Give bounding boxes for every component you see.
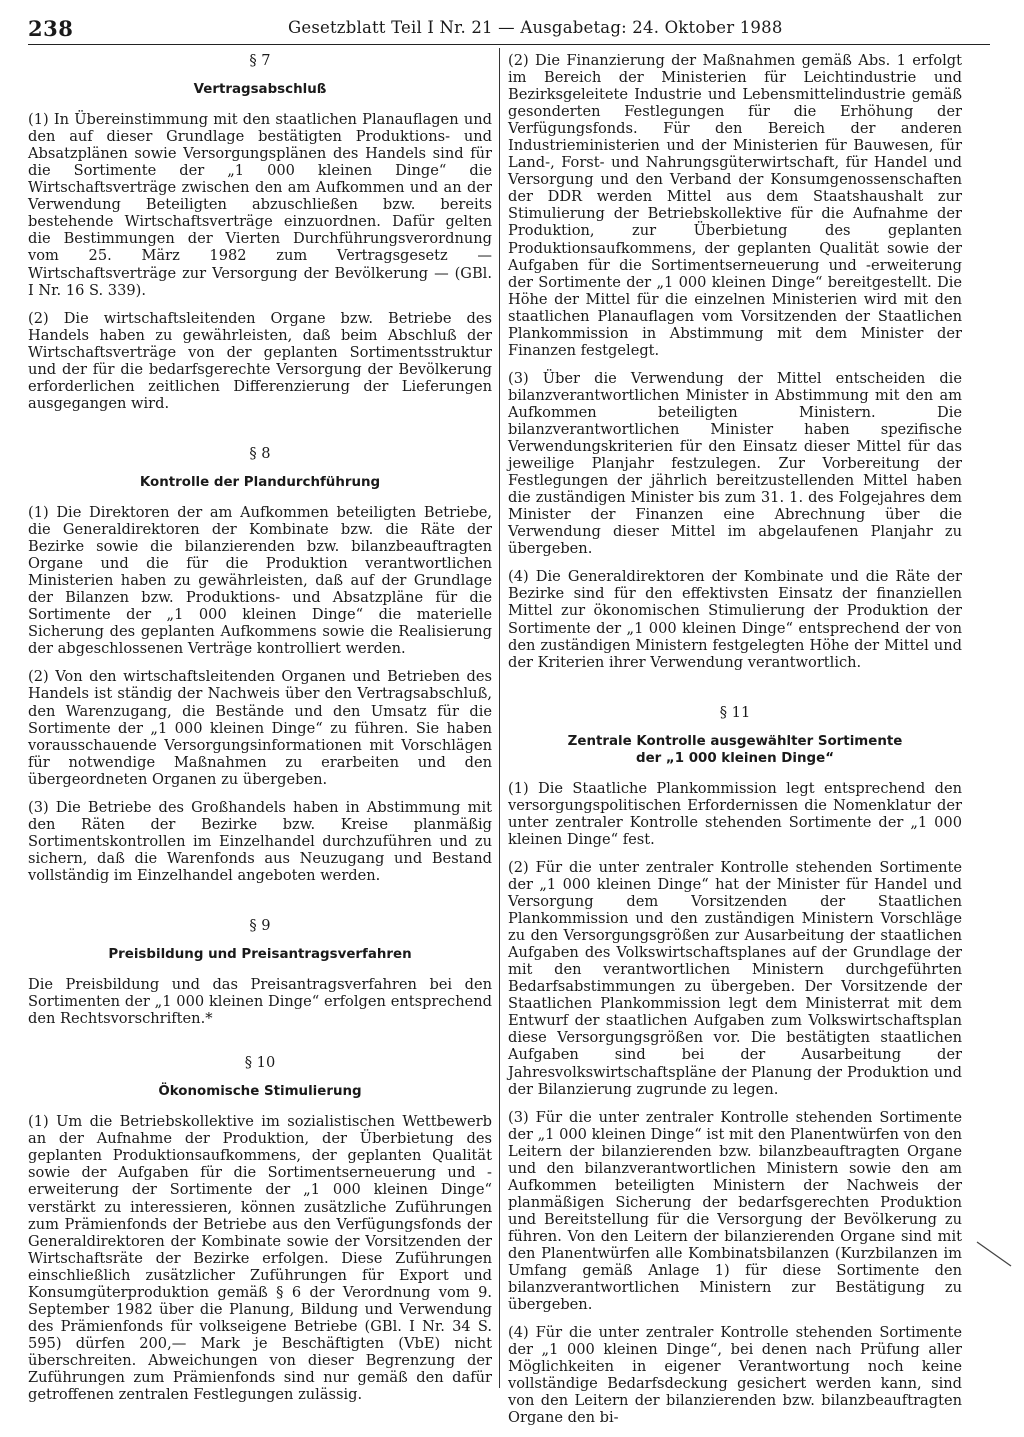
- right-column: [508, 52, 962, 1437]
- section-7-paragraph-1: (1) In Übereinstimmung mit den staatlichen Planauflagen und den auf dieser Grundlage bestätigten Produktions- und Absatzplänen sowie Versorgungsplänen des Handels sind für die Sortimente der „1 000 kleinen Dinge“ die Wirtschaftsverträge zwischen den am Aufkommen und an der Verwendung Beteiligten abzuschließen bzw. bereits bestehende Wirtschaftsverträge einzuordnen. Dafür gelten die Bestimmungen der Vierten Durchführungsverordnung vom 25. März 1982 zum Vertragsgesetz — Wirtschaftsverträge zur Versorgung der Bevölkerung — (GBl. I Nr. 16 S. 339).: [28, 111, 492, 299]
- section-7-paragraph-2: (2) Die wirtschaftsleitenden Organe bzw. Betriebe des Handels haben zu gewährleisten, daß beim Abschluß der Wirtschaftsverträge von der geplanten Sortimentsstruktur und der für die bedarfsgerechte Versorgung der Bevölkerung erforderlichen zeitlichen Differenzierung der Lieferungen ausgegangen wird.: [28, 309, 492, 412]
- section-11-number: § 11: [719, 703, 751, 721]
- section-10-title: Ökonomische Stimulierung: [158, 1084, 362, 1100]
- section-10-paragraph-2: (2) Die Finanzierung der Maßnahmen gemäß Abs. 1 erfolgt im Bereich der Ministerien für Leichtindustrie und Bezirksgeleitete Industrie und Lebensmittelindustrie gemäß gesonderten Festlegungen für die Erhöhung der Verfügungsfonds. Für den Bereich der anderen Industrieministerien und der Ministerien für Bauwesen, für Land-, Forst- und Nahrungsgüterwirtschaft, für Handel und Versorgung und den Verband der Konsumgenossenschaften der DDR werden Mittel aus dem Staatshaushalt zur Stimulierung der Betriebskollektive für die Aufnahme der Produktion, zur Überbietung des geplanten Produktionsaufkommens, der geplanten Qualität sowie der Aufgaben für die Sortimentserneuerung und -erweiterung der Sortimente der „1 000 kleinen Dinge“ bereitgestellt. Die Höhe der Mittel für die einzelnen Ministerien wird mit den staatlichen Planauflagen vom Vorsitzenden der Staatlichen Plankommission in Abstimmung mit dem Minister der Finanzen festgelegt.: [508, 52, 962, 359]
- section-10-paragraph-4: (4) Die Generaldirektoren der Kombinate und die Räte der Bezirke sind für den effektivsten Einsatz der finanziellen Mittel zur ökonomischen Stimulierung der Produktion der Sortimente der „1 000 kleinen Dinge“ entsprechend der von den zuständigen Ministern festgelegten Höhe der Mittel und der Kriterien ihrer Verwendung verantwortlich.: [508, 568, 962, 671]
- section-11-title-line-1: Zentrale Kontrolle ausgewählter Sortimente: [567, 733, 903, 749]
- section-10-paragraph-1: (1) Um die Betriebskollektive im sozialistischen Wettbewerb an der Aufnahme der Produktion, der Überbietung des geplanten Produktionsaufkommens, der geplanten Qualität sowie der Aufgaben für die Sortimentserneuerung und -erweiterung der Sortimente der „1 000 kleinen Dinge“ verstärkt zu interessieren, können zusätzliche Zuführungen zum Prämienfonds der Betriebe aus den Verfügungsfonds der Generaldirektoren der Kombinate sowie der Vorsitzenden der Wirtschaftsräte der Bezirke erfolgen. Diese Zuführungen einschließlich zusätzlicher Zuführungen für Export und Konsumgüterproduktion gemäß § 6 der Verordnung vom 9. September 1982 über die Planung, Bildung und Verwendung des Prämienfonds für volkseigene Betriebe (GBl. I Nr. 34 S. 595) dürfen 200,— Mark je Beschäftigten (VbE) nicht überschreiten. Abweichungen von dieser Begrenzung der Zuführungen zum Prämienfonds sind nur gemäß den dafür getroffenen zentralen Festlegungen zulässig.: [28, 1113, 492, 1404]
- page-number: 238: [28, 16, 74, 41]
- section-11-title-line-2: der „1 000 kleinen Dinge“: [635, 750, 834, 766]
- section-8-title: Kontrolle der Plandurchführung: [139, 474, 381, 490]
- section-9-number: § 9: [249, 916, 271, 934]
- margin-pen-mark-icon: [975, 1240, 1015, 1270]
- section-11-paragraph-2: (2) Für die unter zentraler Kontrolle stehenden Sortimente der „1 000 kleinen Dinge“ hat der Minister für Handel und Versorgung dem Vorsitzenden der Staatlichen Plankommission und den zuständigen Ministern Vorschläge zu den Versorgungsgrößen zur Ausarbeitung der staatlichen Aufgaben des Volkswirtschaftsplanes auf der Grundlage der mit den verantwortlichen Ministern durchgeführten Bedarfsabstimmungen zu übergeben. Der Vorsitzende der Staatlichen Plankommission legt dem Ministerrat mit dem Entwurf der staatlichen Aufgaben zum Volkswirtschaftsplan diese Versorgungsgrößen vor. Die bestätigten staatlichen Aufgaben sind bei der Ausarbeitung der Jahresvolkswirtschaftspläne der Planung der Produktion und der Bilanzierung zugrunde zu legen.: [508, 858, 962, 1098]
- section-11-paragraph-1: (1) Die Staatliche Plankommission legt entsprechend den versorgungspolitischen Erfordernissen die Nomenklatur der unter zentraler Kontrolle stehenden Sortimente der „1 000 kleinen Dinge“ fest.: [508, 779, 962, 848]
- section-9-title: Preisbildung und Preisantragsverfahren: [108, 947, 412, 963]
- page-header: [28, 14, 990, 45]
- section-8-paragraph-1: (1) Die Direktoren der am Aufkommen beteiligten Betriebe, die Generaldirektoren der Kombinate bzw. die Räte der Bezirke sowie die bilanzierenden bzw. bilanzbeauftragten Organe und die für die Produktion verantwortlichen Ministerien haben zu gewährleisten, daß auf der Grundlage der Bilanzen bzw. Produktions- und Absatzpläne für die Sortimente der „1 000 kleinen Dinge“ die materielle Sicherung des geplanten Aufkommens sowie die Realisierung der abgeschlossenen Verträge kontrolliert werden.: [28, 503, 492, 658]
- gazette-title: Gesetzblatt Teil I Nr. 21 — Ausgabetag: 24. Oktober 1988: [288, 18, 783, 37]
- section-7-number: § 7: [249, 52, 271, 69]
- section-10-paragraph-3: (3) Über die Verwendung der Mittel entscheiden die bilanzverantwortlichen Minister in Abstimmung mit den am Aufkommen beteiligten Ministern. Die bilanzverantwortlichen Minister haben spezifische Verwendungskriterien für den Einsatz dieser Mittel für das jeweilige Planjahr festzulegen. Zur Vorbereitung der Festlegungen der jährlich bereitzustellenden Mittel haben die zuständigen Minister bis zum 31. 1. des Folgejahres dem Minister der Finanzen eine Abrechnung über die Verwendung dieser Mittel im abgelaufenen Planjahr zu übergeben.: [508, 369, 962, 558]
- section-8-paragraph-2: (2) Von den wirtschaftsleitenden Organen und Betrieben des Handels ist ständig der Nachweis über den Vertragsabschluß, den Warenzugang, die Bestände und den Umsatz für die Sortimente der „1 000 kleinen Dinge“ zu führen. Sie haben vorausschauende Versorgungsinformationen mit Vorschlägen für notwendige Maßnahmen zu erarbeiten und den übergeordneten Organen zu übergeben.: [28, 668, 492, 788]
- section-11-title: [508, 733, 962, 767]
- section-10-number: § 10: [244, 1054, 276, 1072]
- section-9-paragraph-1: Die Preisbildung und das Preisantragsverfahren bei den Sortimenten der „1 000 kleinen Dinge“ erfolgen entsprechend den Rechtsvorschriften.*: [28, 976, 492, 1028]
- left-column: [28, 52, 492, 1414]
- section-11-paragraph-4: (4) Für die unter zentraler Kontrolle stehenden Sortimente der „1 000 kleinen Dinge“, bei denen nach Prüfung aller Möglichkeiten in eigener Verantwortung noch keine vollständige Bedarfsdeckung gesichert werden kann, sind von den Leitern der bilanzierenden bzw. bilanzbeauftragten Organe den bi-: [508, 1324, 962, 1427]
- section-8-paragraph-3: (3) Die Betriebe des Großhandels haben in Abstimmung mit den Räten der Bezirke bzw. Kreise planmäßig Sortimentskontrollen im Einzelhandel durchzuführen und zu sichern, daß die Warenfonds aus Neuzugang und Bestand vollständig im Einzelhandel angeboten werden.: [28, 798, 492, 884]
- section-11-paragraph-3: (3) Für die unter zentraler Kontrolle stehenden Sortimente der „1 000 kleinen Dinge“ ist mit den Planentwürfen von den Leitern der bilanzierenden bzw. bilanzbeauftragten Organe und den bilanzverantwortlichen Ministern sowie den am Aufkommen beteiligten Ministern der Nachweis der planmäßigen Sicherung der bedarfsgerechten Produktion und Bereitstellung für die Versorgung der Bevölkerung zu führen. Von den Leitern der bilanzierenden Organe sind mit den Planentwürfen alle Kombinatsbilanzen (Kurzbilanzen im Umfang gemäß Anlage 1) für diese Sortimente den bilanzverantwortlichen Ministern zur Bestätigung zu übergeben.: [508, 1108, 962, 1314]
- column-divider: [499, 48, 500, 1388]
- section-8-number: § 8: [249, 444, 271, 462]
- section-7-title: Vertragsabschluß: [193, 82, 327, 98]
